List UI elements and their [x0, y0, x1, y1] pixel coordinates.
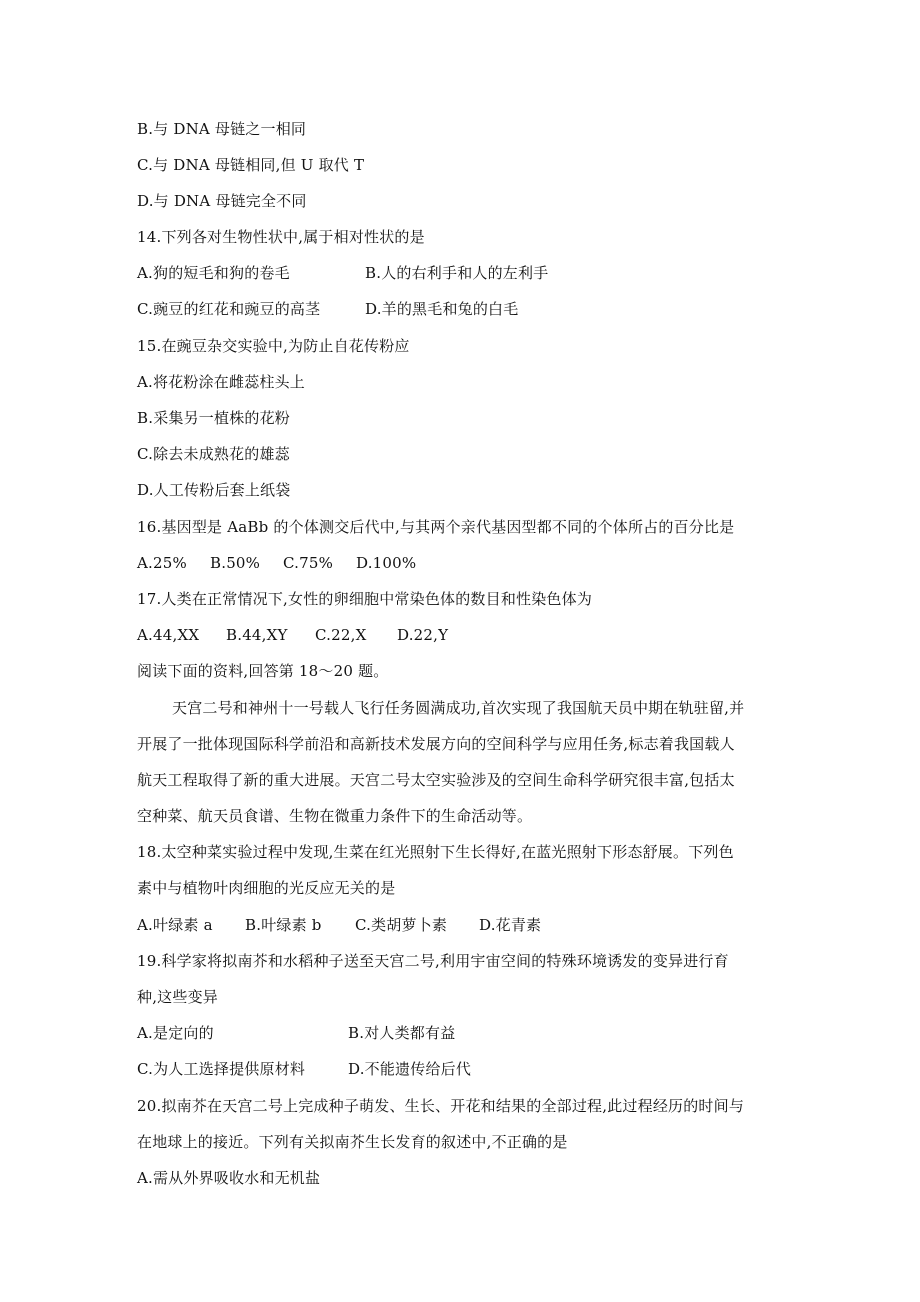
q14-option-b: B.人的右利手和人的左利手: [365, 264, 549, 282]
q15-stem: 15.在豌豆杂交实验中,为防止自花传粉应: [137, 337, 410, 355]
q19-option-a: A.是定向的: [137, 1024, 214, 1042]
q15-option-a: A.将花粉涂在雌蕊柱头上: [137, 373, 306, 391]
q18-option-a: A.叶绿素 a: [137, 916, 213, 934]
q14-option-c: C.豌豆的红花和豌豆的高茎: [137, 300, 321, 318]
q16-option-c: C.75%: [283, 554, 334, 572]
q18-stem-line-2: 素中与植物叶肉细胞的光反应无关的是: [137, 879, 396, 897]
q14-options-row2: [137, 299, 518, 319]
reading-paragraph-line-3: 航天工程取得了新的重大进展。天宫二号太空实验涉及的空间生命科学研究很丰富,包括太: [137, 771, 735, 789]
q20-option-a: A.需从外界吸收水和无机盐: [137, 1169, 321, 1187]
q19-option-d: D.不能遗传给后代: [348, 1060, 472, 1078]
q15-option-d: D.人工传粉后套上纸袋: [137, 481, 291, 499]
q13-option-b: B.与 DNA 母链之一相同: [137, 120, 307, 138]
q19-option-c: C.为人工选择提供原材料: [137, 1060, 306, 1078]
q17-option-c: C.22,X: [315, 626, 367, 644]
q17-option-b: B.44,XY: [226, 626, 288, 644]
q14-option-d: D.羊的黑毛和兔的白毛: [365, 300, 519, 318]
q19-option-b: B.对人类都有益: [348, 1024, 456, 1042]
q18-option-d: D.花青素: [479, 916, 542, 934]
q19-stem-line-2: 种,这些变异: [137, 988, 218, 1006]
q19-options-row1: [137, 1023, 455, 1043]
q19-stem-line-1: 19.科学家将拟南芥和水稻种子送至天宫二号,利用宇宙空间的特殊环境诱发的变异进行育: [137, 952, 729, 970]
q15-option-b: B.采集另一植株的花粉: [137, 409, 290, 427]
q18-option-b: B.叶绿素 b: [245, 916, 322, 934]
q15-option-c: C.除去未成熟花的雄蕊: [137, 445, 290, 463]
reading-paragraph-line-2: 开展了一批体现国际科学前沿和高新技术发展方向的空间科学与应用任务,标志着我国载人: [137, 735, 735, 753]
q16-option-b: B.50%: [210, 554, 261, 572]
reading-intro: 阅读下面的资料,回答第 18～20 题。: [137, 662, 389, 680]
q20-stem-line-1: 20.拟南芥在天宫二号上完成种子萌发、生长、开花和结果的全部过程,此过程经历的时间与: [137, 1097, 745, 1115]
q14-option-a: A.狗的短毛和狗的卷毛: [137, 264, 290, 282]
q17-option-d: D.22,Y: [397, 626, 449, 644]
q16-option-a: A.25%: [137, 554, 187, 572]
q16-stem: 16.基因型是 AaBb 的个体测交后代中,与其两个亲代基因型都不同的个体所占的百分比是: [137, 518, 735, 536]
q14-stem: 14.下列各对生物性状中,属于相对性状的是: [137, 228, 425, 246]
reading-paragraph-line-4: 空种菜、航天员食谱、生物在微重力条件下的生命活动等。: [137, 807, 533, 825]
q17-stem: 17.人类在正常情况下,女性的卵细胞中常染色体的数目和性染色体为: [137, 590, 593, 608]
q18-options: [137, 915, 541, 935]
q20-stem-line-2: 在地球上的接近。下列有关拟南芥生长发育的叙述中,不正确的是: [137, 1133, 568, 1151]
q14-options-row1: [137, 263, 548, 283]
q17-options: [137, 625, 448, 645]
reading-paragraph-line-1: 天宫二号和神州十一号载人飞行任务圆满成功,首次实现了我国航天员中期在轨驻留,并: [172, 699, 745, 717]
q16-options: [137, 553, 416, 573]
q17-option-a: A.44,XX: [137, 626, 200, 644]
q16-option-d: D.100%: [356, 554, 417, 572]
q18-option-c: C.类胡萝卜素: [355, 916, 448, 934]
q13-option-d: D.与 DNA 母链完全不同: [137, 192, 307, 210]
q19-options-row2: [137, 1059, 471, 1079]
q18-stem-line-1: 18.太空种菜实验过程中发现,生菜在红光照射下生长得好,在蓝光照射下形态舒展。下列色: [137, 843, 734, 861]
q13-option-c: C.与 DNA 母链相同,但 U 取代 T: [137, 156, 365, 174]
